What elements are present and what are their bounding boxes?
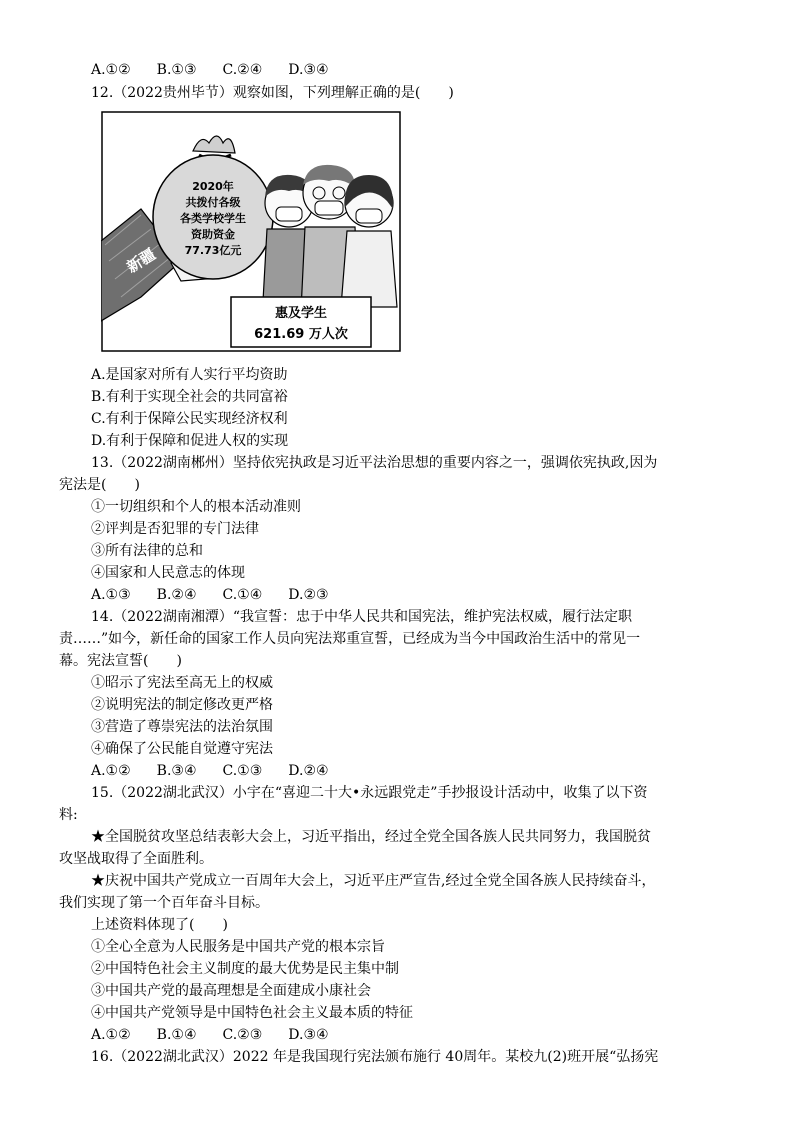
option-b[interactable]: B.③④ [156,763,197,779]
option-d[interactable]: D.③④ [288,1027,329,1043]
option-b[interactable]: B.②④ [156,587,197,603]
q16-stem-line-1: 16.（2022湖北武汉）2022 年是我国现行宪法颁布施行 40周年。某校九(2)班开展“弘扬宪 [91,1049,659,1065]
option-c[interactable]: C.②④ [222,62,263,78]
q14-item-3: ③营造了尊崇宪法的法治氛围 [91,719,273,735]
option-a[interactable]: A.①③ [91,587,131,603]
q14-stem-line-3: 幕。宪法宣誓( ) [59,653,182,669]
q15-stem-line-2: 料: [59,807,78,823]
q15-material-1-line-1: ★全国脱贫攻坚总结表彰大会上，习近平指出，经过全党全国各族人民共同努力，我国脱贫 [91,829,651,845]
option-c[interactable]: C.②③ [222,1027,263,1043]
q12-option-c[interactable]: C.有利于保障公民实现经济权利 [91,411,288,427]
q15-question: 上述资料体现了( ) [91,917,228,933]
option-d[interactable]: D.②④ [288,763,329,779]
option-a[interactable]: A.①② [91,62,131,78]
student-right [341,175,397,307]
q14-item-2: ②说明宪法的制定修改更严格 [91,697,273,713]
q13-stem-line-2: 宪法是( ) [59,477,140,493]
option-b[interactable]: B.①④ [156,1027,197,1043]
option-c[interactable]: C.①③ [222,763,263,779]
bag-line-2: 共拨付各级 [185,196,241,209]
q13-item-2: ②评判是否犯罪的专门法律 [91,521,259,537]
bag-line-4: 资助资金 [191,228,235,241]
option-b[interactable]: B.①③ [156,62,197,78]
option-a[interactable]: A.①② [91,763,131,779]
option-c[interactable]: C.①④ [222,587,263,603]
q11-options [91,60,355,80]
q14-item-4: ④确保了公民能自觉遵守宪法 [91,741,273,757]
q15-item-1: ①全心全意为人民服务是中国共产党的根本宗旨 [91,939,385,955]
q12-cartoon-figure [101,111,401,352]
q15-item-4: ④中国共产党领导是中国特色社会主义最本质的特征 [91,1005,413,1021]
q14-stem-line-1: 14.（2022湖南湘潭）“我宣誓：忠于中华人民共和国宪法，维护宪法权威，履行法定职 [91,609,633,625]
q15-item-2: ②中国特色社会主义制度的最大优势是民主集中制 [91,961,399,977]
q15-material-1-line-2: 攻坚战取得了全面胜利。 [59,851,213,867]
sleeve-label: 新疆 [123,245,159,277]
q15-stem-line-1: 15.（2022湖北武汉）小宇在“喜迎二十大•永远跟党走”手抄报设计活动中，收集了以下资 [91,785,648,801]
q13-item-4: ④国家和人民意志的体现 [91,565,245,581]
q12-stem: 12.（2022贵州毕节）观察如图，下列理解正确的是( ) [91,85,454,101]
bag-line-3: 各类学校学生 [180,212,246,225]
sign-line-1: 惠及学生 [274,306,328,321]
q15-material-2-line-2: 我们实现了第一个百年奋斗目标。 [59,895,269,911]
option-a[interactable]: A.①② [91,1027,131,1043]
q15-item-3: ③中国共产党的最高理想是全面建成小康社会 [91,983,371,999]
sign-line-2: 621.69 万人次 [254,327,348,342]
q14-item-1: ①昭示了宪法至高无上的权威 [91,675,273,691]
q12-option-b[interactable]: B.有利于实现全社会的共同富裕 [91,389,288,405]
option-d[interactable]: D.③④ [288,62,329,78]
q12-option-d[interactable]: D.有利于保障和促进人权的实现 [91,433,289,449]
q14-stem-line-2: 责……”如今，新任命的国家工作人员向宪法郑重宣誓，已经成为当今中国政治生活中的常见一 [59,631,641,647]
q13-item-1: ①一切组织和个人的根本活动准则 [91,499,301,515]
q13-item-3: ③所有法律的总和 [91,543,203,559]
q12-option-a[interactable]: A.是国家对所有人实行平均资助 [91,367,288,383]
q15-options [91,1025,355,1045]
q13-options [91,585,355,605]
bag-line-5: 77.73亿元 [184,244,242,257]
option-d[interactable]: D.②③ [288,587,329,603]
q14-options [91,761,355,781]
bag-line-1: 2020年 [192,180,234,193]
q15-material-2-line-1: ★庆祝中国共产党成立一百周年大会上，习近平庄严宣告,经过全党全国各族人民持续奋斗， [91,873,656,889]
q13-stem-line-1: 13.（2022湖南郴州）坚持依宪执政是习近平法治思想的重要内容之一，强调依宪执政,因为 [91,455,658,471]
